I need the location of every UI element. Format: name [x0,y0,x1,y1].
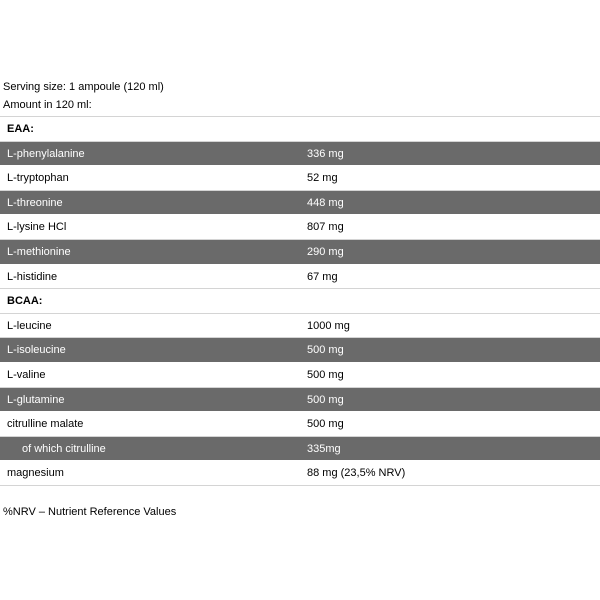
ingredient-amount: 500 mg [307,368,344,381]
ingredient-name: L-methionine [7,245,71,258]
ingredient-amount: 67 mg [307,270,338,283]
ingredient-amount: 807 mg [307,221,344,234]
table-row [0,437,600,462]
ingredient-amount: 448 mg [307,196,344,209]
ingredient-name: L-isoleucine [7,344,66,357]
serving-size-text: Serving size: 1 ampoule (120 ml) [3,81,164,93]
ingredient-name: magnesium [7,467,64,480]
table-row [0,363,600,388]
ingredient-amount: 500 mg [307,344,344,357]
ingredient-name: L-leucine [7,319,52,332]
ingredient-name: L-glutamine [7,393,65,406]
ingredient-name: L-lysine HCl [7,221,67,234]
section-label: BCAA: [7,295,43,308]
table-row [0,142,600,167]
table-row [0,314,600,339]
table-row [0,265,600,290]
ingredient-amount: 1000 mg [307,319,350,332]
table-row [0,191,600,216]
table-row [0,166,600,191]
amount-text: Amount in 120 ml: [3,99,92,111]
ingredient-amount: 335mg [307,442,341,455]
ingredient-amount: 500 mg [307,393,344,406]
section-header-eaa [0,117,600,142]
ingredient-name: L-valine [7,368,46,381]
ingredient-name: L-histidine [7,270,58,283]
table-row [0,388,600,413]
section-label: EAA: [7,123,34,135]
table-row [0,240,600,265]
ingredient-amount: 88 mg (23,5% NRV) [307,467,406,480]
nutrition-table [0,116,600,486]
table-row [0,215,600,240]
footnote: %NRV – Nutrient Reference Values [3,506,177,518]
ingredient-name: of which citrulline [22,442,106,455]
ingredient-name: L-tryptophan [7,172,69,185]
section-header-bcaa [0,289,600,314]
ingredient-amount: 290 mg [307,245,344,258]
table-row [0,338,600,363]
ingredient-name: L-threonine [7,196,63,209]
ingredient-amount: 500 mg [307,418,344,431]
table-row [0,461,600,486]
ingredient-name: citrulline malate [7,418,84,431]
ingredient-name: L-phenylalanine [7,147,85,160]
table-row [0,412,600,437]
ingredient-amount: 52 mg [307,172,338,185]
ingredient-amount: 336 mg [307,147,344,160]
